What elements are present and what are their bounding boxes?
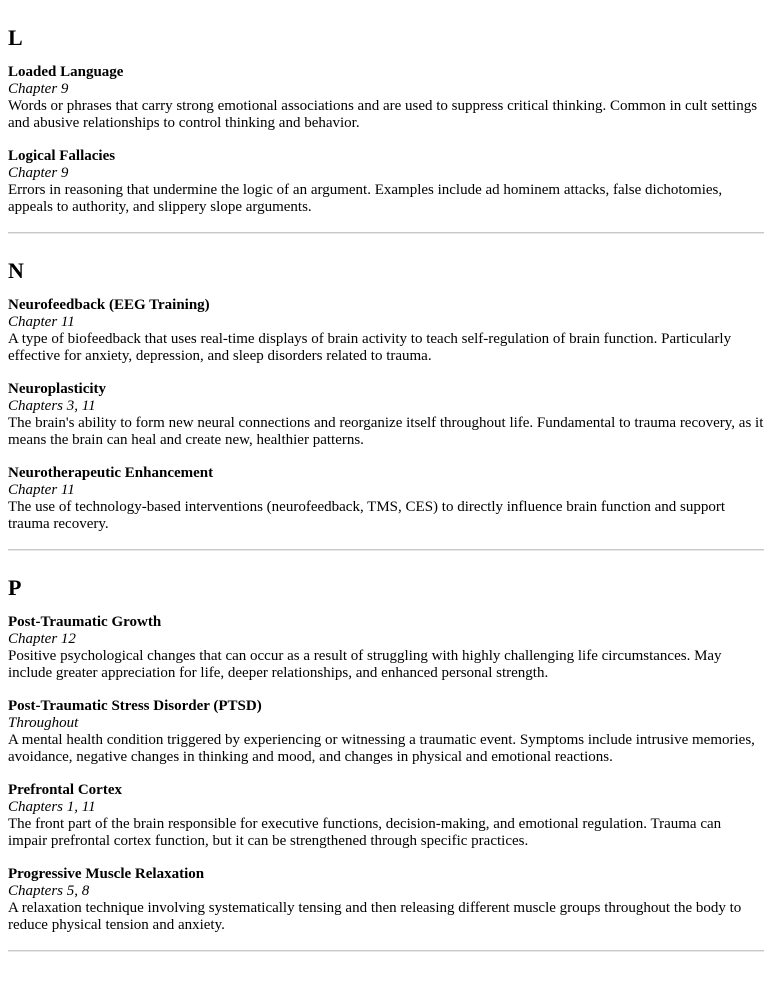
entry-chapter: Chapters 5, 8 (8, 883, 90, 899)
entry-definition: Errors in reasoning that undermine the logic of an argument. Examples include ad hominem attacks, false dichotomies, appeals to authority, and slippery slope arguments. (8, 182, 723, 215)
entry-term: Neurotherapeutic Enhancement (8, 465, 214, 481)
glossary-entry (8, 64, 764, 132)
glossary-entry (8, 381, 764, 449)
section-letter: L (8, 25, 23, 50)
entry-definition: The use of technology-based interventions (neurofeedback, TMS, CES) to directly influence brain function and support trauma recovery. (8, 499, 726, 532)
entry-definition: Positive psychological changes that can occur as a result of struggling with highly challenging life circumstances. May include greater appreciation for life, deeper relationships, and enhanced personal strength. (8, 648, 722, 681)
glossary-entry (8, 698, 764, 766)
entry-chapter: Throughout (8, 715, 79, 731)
section-divider (8, 950, 764, 952)
entry-term: Progressive Muscle Relaxation (8, 866, 205, 882)
glossary-entry (8, 465, 764, 533)
entry-definition: A type of biofeedback that uses real-time displays of brain activity to teach self-regulation of brain function. Particularly effective for anxiety, depression, and sleep disorders related to trauma. (8, 331, 732, 364)
entry-chapter: Chapter 9 (8, 165, 69, 181)
section-letter: N (8, 258, 24, 283)
entry-term: Prefrontal Cortex (8, 782, 122, 798)
glossary-entry (8, 148, 764, 216)
entry-term: Neurofeedback (EEG Training) (8, 297, 210, 313)
entry-chapter: Chapters 3, 11 (8, 398, 96, 414)
entry-term: Neuroplasticity (8, 381, 107, 397)
glossary-entry (8, 297, 764, 365)
entry-term: Post-Traumatic Stress Disorder (PTSD) (8, 698, 262, 714)
entry-definition: Words or phrases that carry strong emotional associations and are used to suppress critical thinking. Common in cult settings and abusive relationships to control thinking and behavior. (8, 98, 758, 131)
glossary-entry (8, 866, 764, 934)
entry-term: Loaded Language (8, 64, 124, 80)
entry-definition: A relaxation technique involving systematically tensing and then releasing different muscle groups throughout the body to reduce physical tension and anxiety. (8, 900, 742, 933)
glossary-section-p (8, 551, 764, 952)
glossary-section-n (8, 234, 764, 551)
section-letter: P (8, 575, 22, 600)
entry-chapter: Chapter 12 (8, 631, 76, 647)
entry-definition: A mental health condition triggered by experiencing or witnessing a traumatic event. Symptoms include intrusive memories, avoidance, negative changes in thinking and mood, and changes in physical and emotional reactions. (8, 732, 755, 765)
entry-term: Post-Traumatic Growth (8, 614, 162, 630)
glossary-entry (8, 782, 764, 850)
entry-chapter: Chapters 1, 11 (8, 799, 96, 815)
entry-chapter: Chapter 11 (8, 482, 75, 498)
entry-definition: The brain's ability to form new neural connections and reorganize itself throughout life. Fundamental to trauma recovery, as it means the brain can heal and create new, healthier patterns. (8, 415, 764, 448)
entry-chapter: Chapter 11 (8, 314, 75, 330)
glossary-section-l (8, 0, 764, 234)
entry-definition: The front part of the brain responsible for executive functions, decision-making, and emotional regulation. Trauma can impair prefrontal cortex function, but it can be strengthened through specific practices. (8, 816, 722, 849)
entry-term: Logical Fallacies (8, 148, 116, 164)
glossary-entry (8, 614, 764, 682)
entry-chapter: Chapter 9 (8, 81, 69, 97)
